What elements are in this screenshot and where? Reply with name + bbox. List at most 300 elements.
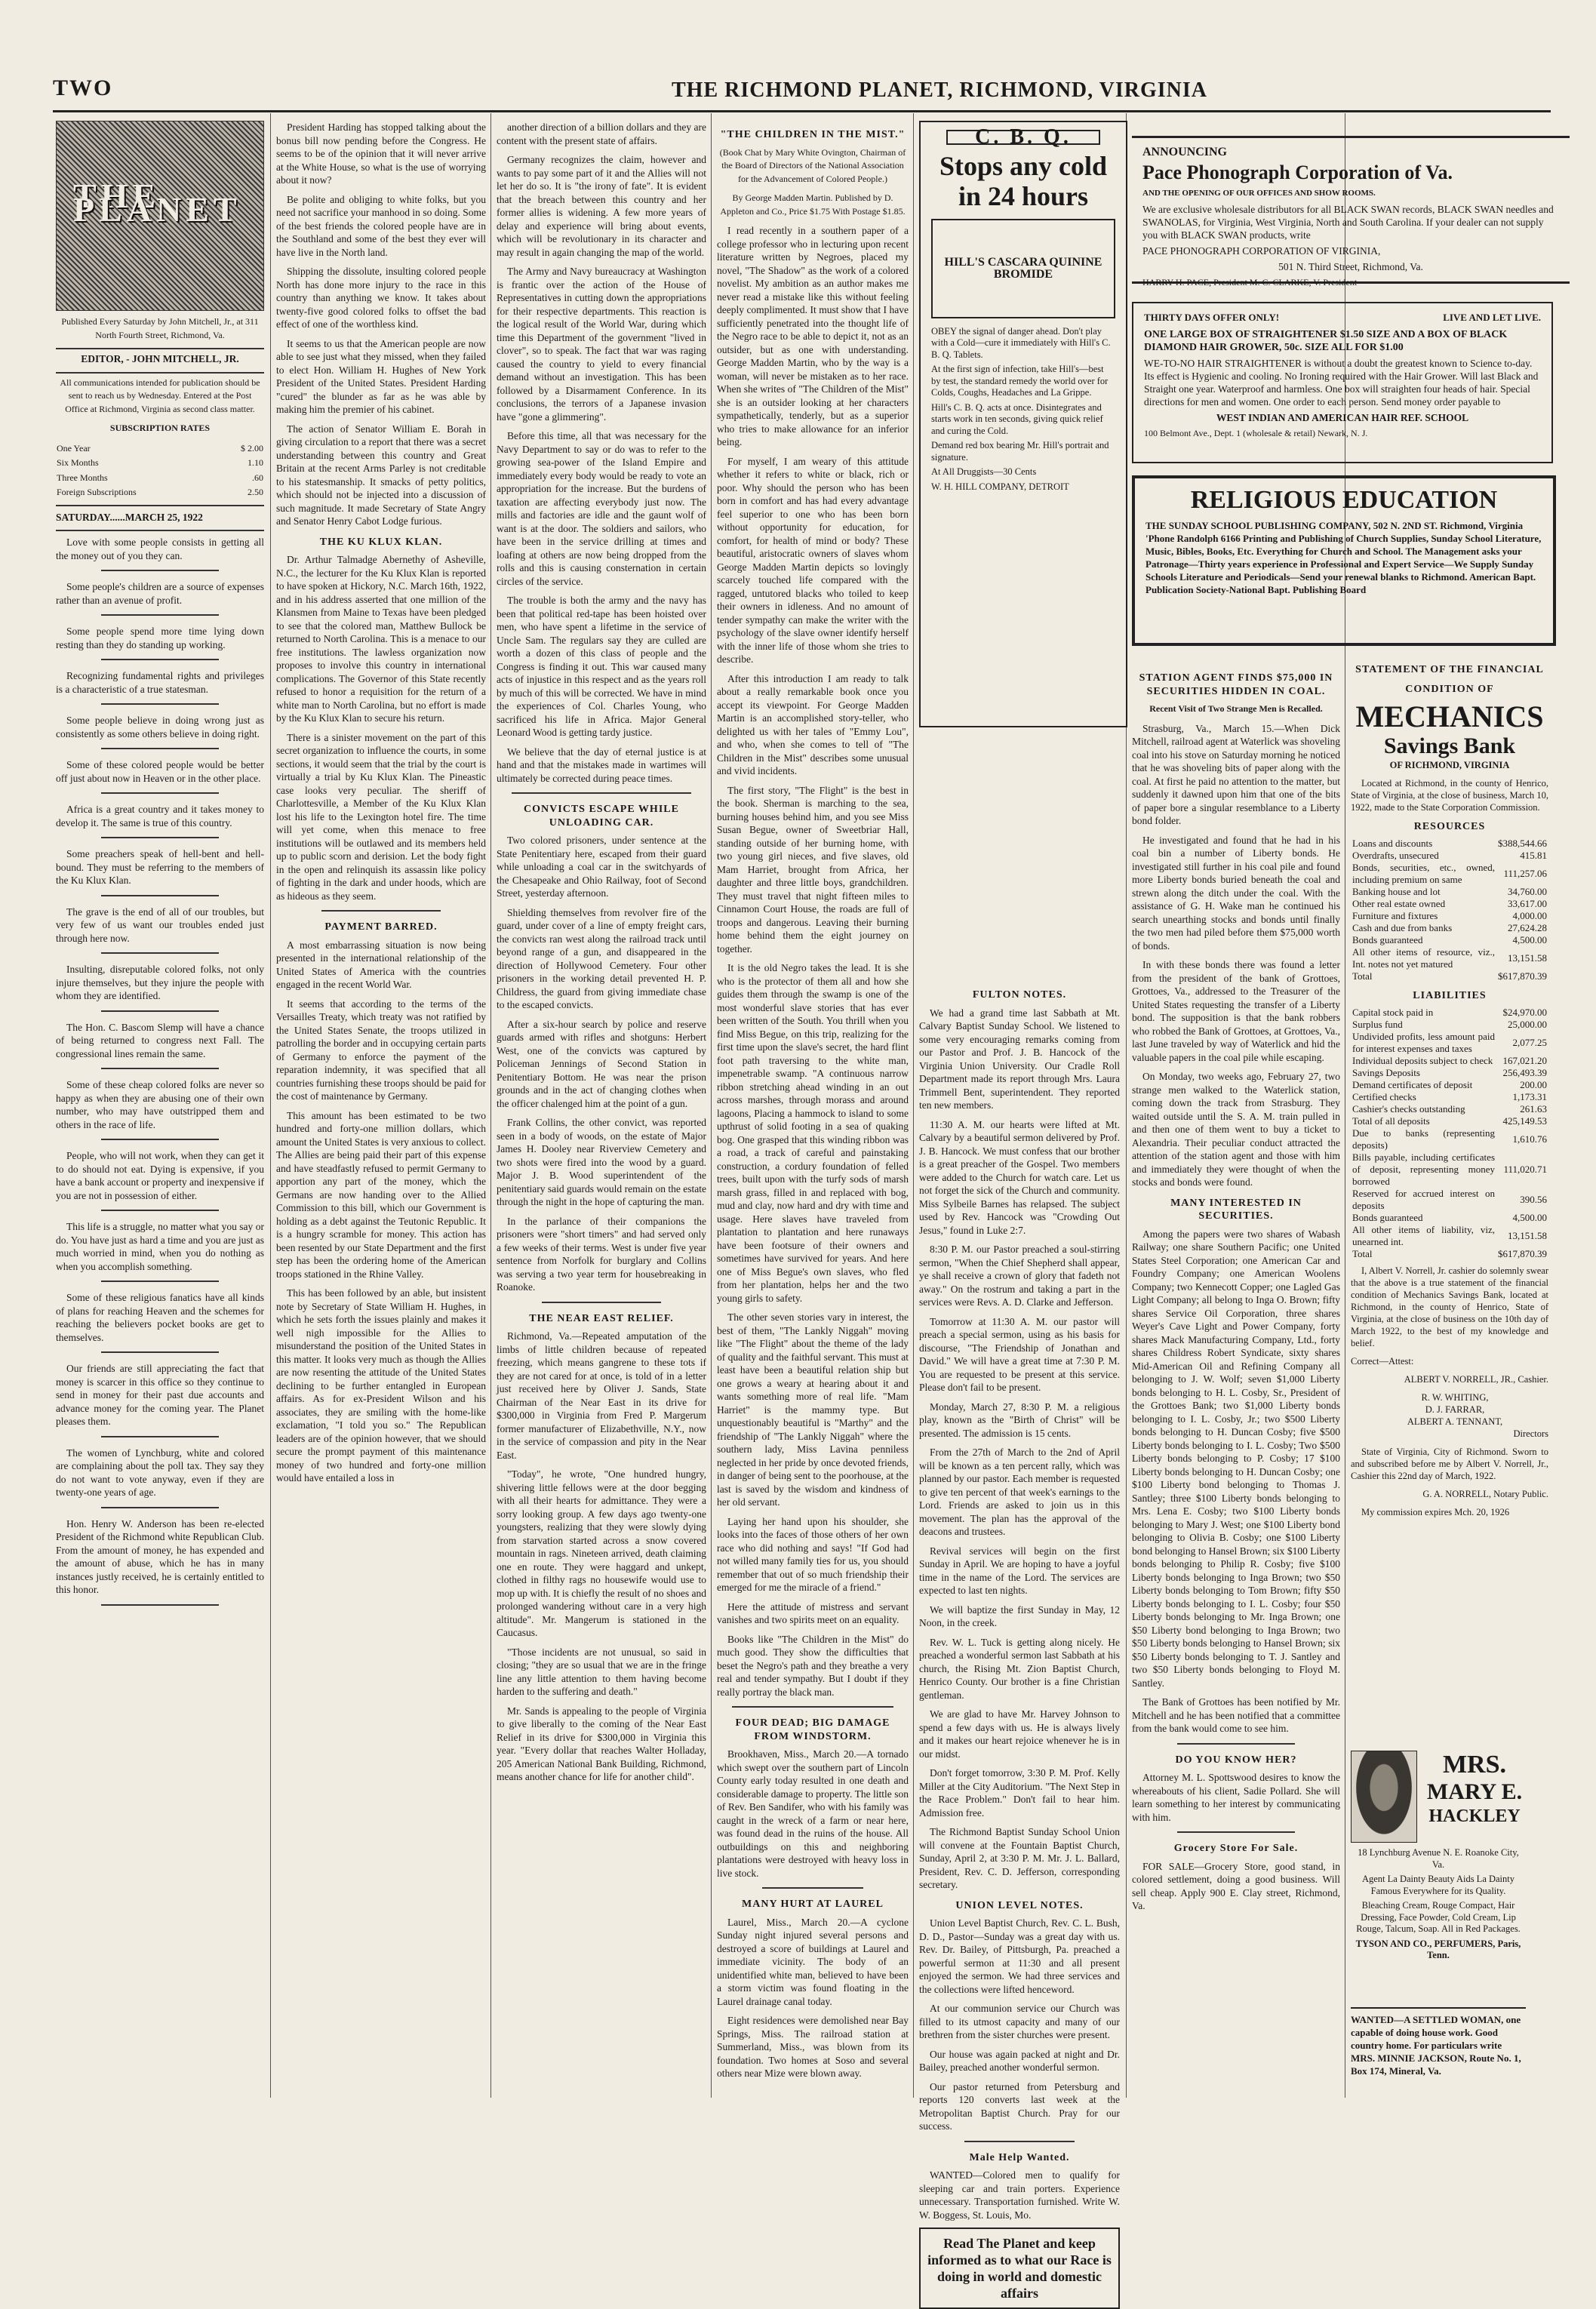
notary-name: G. A. NORRELL, Notary Public.	[1422, 1489, 1548, 1499]
statement-value: 27,624.28	[1508, 922, 1547, 933]
statement-row	[1351, 1212, 1548, 1224]
ad-name: MARY E.	[1426, 1779, 1523, 1804]
divider	[56, 505, 264, 506]
statement-row	[1351, 1151, 1548, 1188]
ad-product-box	[931, 219, 1115, 318]
statement-item: All other items of liability, viz, unearned int.	[1352, 1224, 1495, 1247]
divider	[1177, 1831, 1295, 1833]
editorial-paragraph: Some preachers speak of hell-bent and hell-bound. They must be referring to the members of the Ku Klux Klan.	[56, 848, 264, 886]
divider	[101, 1210, 219, 1211]
statement-item: Savings Deposits	[1352, 1067, 1420, 1078]
paragraph: The other seven stories vary in interest, the best of them, "The Lankly Niggah" moving like "The Flight" about the theme of the lady of quality and the faithful servant. This must at least have been a beautiful relation ship but one grows a weary at hearing about it and wants something more of real life. "Mam Harriet" is the mammy type. But unquestionably beautiful is "Marthy" and the friendship of "The Lankly Niggah" where the southern lady, Miss Lavina penniless neglected in her pride by once devoted friends, in danger of being sent to the poorhouse, at the last is saved by the wisdom and kindness of her old servant.	[717, 1311, 909, 1508]
statement-value: 200.00	[1520, 1079, 1547, 1090]
article-subhead: Recent Visit of Two Strange Men is Recalled.	[1149, 703, 1323, 714]
divider	[56, 348, 264, 349]
ad-name: HACKLEY	[1428, 1806, 1521, 1826]
statement-value: $617,870.39	[1498, 1248, 1547, 1259]
paragraph: Laying her hand upon his shoulder, she looks into the faces of those others of her own race who did nothing and says! "If God had not willed many family ties for us, you should remember that out of so much friendship their emerged for me the miracle of a friend."	[717, 1515, 909, 1593]
paragraph: OBEY the signal of danger ahead. Don't play with a Cold—cure it immediately with Hill's C. B. Q. Tablets.	[931, 325, 1111, 360]
statement-item: Cash and due from banks	[1352, 922, 1453, 933]
religious-education-ad	[1132, 475, 1556, 646]
article-headline: UNION LEVEL NOTES.	[955, 1899, 1084, 1911]
statement-row	[1351, 1188, 1548, 1212]
issue-date: SATURDAY......MARCH 25, 1922	[56, 511, 203, 523]
ad-address: 18 Lynchburg Avenue N. E. Roanoke City, Va.	[1358, 1847, 1519, 1870]
article-headline: FOUR DEAD; BIG DAMAGE FROM WINDSTORM.	[735, 1717, 890, 1742]
logo-text: THE PLANET	[73, 177, 241, 229]
divider	[964, 2141, 1075, 2142]
statement-value: 167,021.20	[1502, 1055, 1547, 1066]
paragraph: It is the old Negro takes the lead. It is she who is the protector of them all and how she guides them through the swamp is one of the most wonderful slave stories that has ever been written of the South. You thrill when you find Miss Begue, on this trip, realizing for the first time upon the slave's secret, the hard flint foot path traversing to the white man, impenetrable swamp. "A continuous narrow ribbon stretching ahead winding in an out across marshes, through morass and around lagoons, Placing a hammock to island to some upthrust of solid footing in a sea of quaking bog. One grasped that this winding ribbon was a road, a track of careful and painstaking construction, a cordury foundation of felled trees, built upon with the turfy sods of marsh marsh grass, filled in and replaced with bog, mud and clay, now hard and dry with time and usage. Here slaves have traveled from plantation to plantation and here runaways have been footsure of their owners and sometimes have survived for years. And here one of Miss Begue's own slaves, who fled from her plantation, helps her and the two young girls to safety.	[717, 962, 909, 1304]
ad-headline: Stops any cold in 24 hours	[939, 150, 1108, 211]
paragraph: Shipping the dissolute, insulting colored people North has done more injury to the race in this country than anything we know. It takes about twenty-five good colored folks to offset the bad effect of one of the worthless kind.	[276, 266, 486, 330]
statement-row	[1351, 910, 1548, 922]
editorial-paragraph: Some of these cheap colored folks are never so happy as when they are abusing one of their own number, who may have outstripped them and others in the race of life.	[56, 1079, 264, 1130]
statement-item: Surplus fund	[1352, 1019, 1403, 1030]
commission-expiry: My commission expires Mch. 20, 1926	[1361, 1507, 1510, 1517]
masthead-logo	[56, 121, 264, 311]
column-5	[919, 981, 1120, 2301]
column-3	[497, 121, 706, 2098]
statement-item: Capital stock paid in	[1352, 1007, 1434, 1018]
notary-statement: State of Virginia, City of Richmond. Sworn to and subscribed before me by Albert V. Norrell, Jr., Cashier this 22nd day of March, 1922.	[1351, 1447, 1548, 1481]
editorial-paragraph: People, who will not work, when they can get it to do should not eat. Dying is expensive, if you have a bank account or property and inexpensive if you are not in possession of either.	[56, 1150, 264, 1201]
editorial-paragraphs	[276, 121, 486, 528]
newspaper-title: THE RICHMOND PLANET, RICHMOND, VIRGINIA	[672, 78, 1208, 102]
paragraph: In with these bonds there was found a letter from the president of the bank of Grottoes, Grottoes, Va., addressed to the Treasurer of the United States requesting the transfer of a Liberty bond. The supposition is that the bank robbers who robbed the Bank of Grottoes, at Grottoes, Va., last June traveled by way of Waterlick and hid the valuable papers in the coal pile while escaping.	[1132, 959, 1340, 1063]
article-body	[919, 1007, 1120, 1892]
paragraph: After this introduction I am ready to talk about a really remarkable book once you accept its viewpoint. For George Madden Martin is an accomplished story-teller, who delighted us with her tales of "Emmy Lou", and who, when she comes to tell of "The Children in the Mist" describes some unusual and vivid incidents.	[717, 672, 909, 776]
divider	[542, 1302, 661, 1303]
statement-value: 425,149.53	[1502, 1115, 1547, 1127]
statement-item: Bonds guaranteed	[1352, 1212, 1423, 1223]
statement-value: 4,000.00	[1512, 910, 1547, 921]
paragraph: It seems to us that the American people are now able to see just what they missed, when they failed to elect Hon. William H. Hughes of New York President of the United States. President Harding "cured" the blunder as far as he was able by making him the premier of his cabinet.	[276, 337, 486, 415]
statement-item: Demand certificates of deposit	[1352, 1079, 1473, 1090]
statement-row	[1351, 922, 1548, 934]
article-body	[1132, 1771, 1340, 1824]
article-headline: STATION AGENT FINDS $75,000 IN SECURITIES HIDDEN IN COAL.	[1139, 672, 1333, 697]
statement-item: Total	[1352, 970, 1373, 982]
paragraph: WANTED—Colored men to qualify for sleeping car and train porters. Experience unnecessary. Transportation furnished. Write W. W. Boggess, St. Louis, Mo.	[919, 2169, 1120, 2221]
portrait-photo	[1351, 1751, 1417, 1843]
paragraph: The Bank of Grottoes has been notified by Mr. Mitchell and he has been notified that a committee from the bank would come to see him.	[1132, 1696, 1340, 1734]
paragraph: Before this time, all that was necessary for the Navy Department to say or do was to refer to the growing sea-power of the Island Empire and immediately every body would be ready to vote an appropriation for the increase. But the burdens of taxation are affecting everybody just now. The mills and factories are idle and the gaunt wolf of want is at the door. The soldiers and sailors, who have been in the service drilling at times and loafing at others are now being dropped from the rolls and this is causing consternation in certain circles of the service.	[497, 430, 706, 587]
article-body	[1132, 1860, 1340, 1913]
director-name: R. W. WHITING,	[1421, 1392, 1489, 1403]
statement-value: $24,970.00	[1502, 1007, 1547, 1018]
paragraph: "Those incidents are not unusual, so said in closing; "they are so usual that we are in the fringe line any little attention to them having become harden to the suffering and death."	[497, 1646, 706, 1697]
statement-value: 2,077.25	[1512, 1037, 1547, 1048]
divider	[101, 1010, 219, 1012]
paragraph: At All Druggists—30 Cents	[931, 466, 1037, 477]
column-6	[1132, 664, 1340, 2098]
article-body	[919, 2169, 1120, 2221]
article-headline: THE NEAR EAST RELIEF.	[529, 1312, 674, 1324]
statement-value: 390.56	[1520, 1194, 1547, 1205]
paragraph: We are glad to have Mr. Harvey Johnson to spend a few days with us. He is always lively and it makes our heart rejoice whenever he is in our midst.	[919, 1708, 1120, 1760]
statement-headline: STATEMENT OF THE FINANCIAL	[1355, 664, 1544, 675]
divider	[56, 530, 264, 531]
paragraph: Frank Collins, the other convict, was reported seen in a body of woods, on the estate of Major James H. Dooley near Riverview Cemetery and two shots were fired into the wood by a guard. Major J. B. Wood superintendent of the penitentiary said guards would remain on the estate through the night in the hope of capturing the man.	[497, 1117, 706, 1207]
statement-row	[1351, 1224, 1548, 1248]
paragraph: Among the papers were two shares of Wabash Railway; one share Southern Pacific; one United States Steel Corporation; one American Car and Foundry Company; one American Woolens Company; two Kennecott Copper; one Lagled Gas Light Company; all belong to Inga O. Brown; fifty shares Service Oil Corporation, three shares Weyer's Cave Light and Power Company, forty shares Mack Manufacturing Company, Ltd., forty shares Childress Robert Syndicate, sixty shares Mid-American Oil and Refining Company all belonging to J. W. Wolf; seven $1,000 Liberty bonds belonging to H. L. Cosby, Sr., President of the Grottoes Bank; two $1,000 Liberty bonds belonging to I. L. Cosby, Jr.; two $500 Liberty bonds belonging to H. Duncan Cosby; five $500 Liberty bonds belonging to I. L. Cosby; Two $500 Liberty bonds belonging to P. Cosby; 17 $100 Liberty bonds belonging to H. Duncan Cosby; one $100 Liberty bond belonging to Thomas J. Santley; three $100 Liberty bonds belonging to Mrs. Lena E. Cosby; two $100 Liberty bonds belonging to Mary J. West; one $100 Liberty bond belonging to Olivia B. Cosby; one $100 Liberty bond belonging to Hansel Brown; six $100 Liberty bonds belonging to Philip R. Cosby; five $100 Liberty bonds belonging to Inga Brown; two $50 Liberty bonds belonging to Tom Brown; fifty $50 Liberty bonds belonging to I. L. Cosby; four $50 Liberty bonds belonging to Mr. Inga Brown; one $50 Liberty bond belonging to Inga Brown; two $50 Liberty bonds belonging to Hansel Brown; six $50 Liberty bonds belonging to T. J. Santley and two $50 Liberty bonds belonging to Floyd M. Santley.	[1132, 1228, 1340, 1689]
divider	[732, 1706, 893, 1708]
statement-row	[1351, 1127, 1548, 1151]
article-byline: (Book Chat by Mary White Ovington, Chairman of the Board of Directors of the National Association for the Advancement of Colored People.)	[719, 146, 906, 184]
director-name: ALBERT A. TENNANT,	[1407, 1416, 1503, 1427]
paragraph: Germany recognizes the claim, however and wants to pay some part of it and the Allies will not let her do so. It is "the irony of fate". It is evident that the breach between this country and her former allies is widening. A few more years of delay and experience will bring about events, which will be revolutionary in its character and may result in again changing the map of the world.	[497, 154, 706, 258]
statement-item: Individual deposits subject to check	[1352, 1055, 1493, 1066]
paragraph: Richmond, Va.—Repeated amputation of the limbs of little children because of repeated freezing, which means gangrene to these tots if they are not cared for at once, is told of in a letter just received here by Oliver J. Sands, State Chairman of the Near East in its drive for $300,000 in Virginia from Fred P. Margerum former manufacturer of Elizabethville, N.Y., now in the service of compassion and pity in the Near East.	[497, 1330, 706, 1461]
statement-row	[1351, 838, 1548, 850]
subscription-title: SUBSCRIPTION RATES	[109, 423, 211, 433]
column-divider	[913, 113, 914, 2098]
statement-value: 261.63	[1520, 1103, 1547, 1115]
ad-officers: HARRY H. PACE, President M. C. CLARKE, V. President	[1142, 277, 1358, 287]
editor-line: EDITOR, - JOHN MITCHELL, JR.	[81, 353, 239, 364]
statement-row	[1351, 1019, 1548, 1031]
article-body	[1132, 1228, 1340, 1736]
statement-value: 13,151.58	[1508, 952, 1547, 964]
article-headline: THE KU KLUX KLAN.	[319, 536, 443, 548]
divider	[101, 1507, 219, 1508]
divider	[762, 1887, 863, 1889]
statement-value: 256,493.39	[1502, 1067, 1547, 1078]
cbq-quinine-ad	[919, 121, 1127, 727]
statement-value: 34,760.00	[1508, 886, 1547, 897]
statement-row	[1351, 1103, 1548, 1115]
paragraph: Our house was again packed at night and Dr. Bailey, preached another wonderful sermon.	[919, 2048, 1120, 2073]
editorial-paragraph: Our friends are still appreciating the fact that money is scarcer in this office so they continue to send in money for their past due accounts and advance money for the coming year. The Planet pleases them.	[56, 1363, 264, 1427]
statement-item: Due to banks (representing deposits)	[1352, 1127, 1495, 1151]
statement-row	[1351, 1079, 1548, 1091]
column-1	[56, 121, 264, 2098]
liabilities-table	[1351, 1007, 1548, 1260]
statement-row	[1351, 898, 1548, 910]
divider	[101, 895, 219, 896]
paragraph: 8:30 P. M. our Pastor preached a soul-stirring sermon, "When the Chief Shepherd shall appear, ye shall receive a crown of glory that fadeth not away." On the rostrum and taking a part in the services were Revs. A. D. Clarke and Jefferson.	[919, 1244, 1120, 1308]
statement-row	[1351, 886, 1548, 898]
statement-item: Banking house and lot	[1352, 886, 1441, 897]
statement-row	[1351, 1067, 1548, 1079]
divider	[101, 703, 219, 705]
paragraph: It seems that according to the terms of the Versailles Treaty, which treaty was not ratified by the United States Senate, the troops utilized in patrolling the border and in occupying certain parts of Germany to enforce the payment of the reparation indemnity, it was specified that all countries furnishing these troops should be paid for the cost of maintenance by Germany.	[276, 998, 486, 1102]
paragraph: Tomorrow at 11:30 A. M. our pastor will preach a special sermon, using as his basis for discourse, "The Friendship of Jonathan and David." We will have a great time at 7:30 P. M. You are requested to be present at this service. Please don't fail to be present.	[919, 1315, 1120, 1393]
divider	[101, 748, 219, 749]
paragraph: "Today", he wrote, "One hundred hungry, shivering little fellows were at the door begging with all their hearts for admittance. They were a sorry looking group. A few days ago twenty-one youngsters, realizing that they were slowly dying from starvation started across a snow covered mountain in rags. Nineteen arrived, death claiming one en route. They were haggard and unkept, clothed in filthy rags no housewife would use to mop up with. It is chiefly the result of no shoes and prolonged wandering without care in a very high altitude". Mr. Mangerum is stationed in the Caucasus.	[497, 1468, 706, 1638]
paragraph: Strasburg, Va., March 15.—When Dick Mitchell, railroad agent at Waterlick was shoveling coal into his stove on Saturday morning he noticed that he was shoveling bits of paper along with the coal. At first he paid no attention to the matter, but suddenly it dawned upon him that one of the bits of paper bore a singular resemblance to a Liberty bond folder.	[1132, 722, 1340, 826]
article-headline: DO YOU KNOW HER?	[1175, 1754, 1297, 1766]
ad-slogan: LIVE AND LET LIVE.	[1443, 312, 1541, 323]
statement-row	[1351, 850, 1548, 862]
article-headline: MANY HURT AT LAUREL	[742, 1899, 884, 1910]
resources-heading: RESOURCES	[1413, 821, 1486, 832]
ad-subline: AND THE OPENING OF OUR OFFICES AND SHOW ROOMS.	[1142, 189, 1376, 198]
paragraph: Rev. W. L. Tuck is getting along nicely. He preached a wonderful sermon last Sabbath at his church, the Rising Mt. Zion Baptist Church, Henrico County. Our brother is a fine Christian gentleman.	[919, 1636, 1120, 1701]
classified-text: WANTED—A SETTLED WOMAN, one capable of doing house work. Good country home. For particulars write MRS. MINNIE JACKSON, Route No. 1, Box 174, Mineral, Va.	[1351, 2014, 1521, 2077]
divider	[101, 570, 219, 571]
paragraph: Eight residences were demolished near Bay Springs, Miss. The railroad station at Summerland, Miss., was blown from its foundation. Two homes at Soso and several others near Mize were blown away.	[717, 2015, 909, 2079]
editorial-paragraph: Some people believe in doing wrong just as consistently as some others believe in doing right.	[56, 715, 264, 739]
statement-value: 111,020.71	[1503, 1164, 1547, 1175]
statement-value: 1,173.31	[1512, 1091, 1547, 1102]
statement-item: Other real estate owned	[1352, 898, 1446, 909]
divider	[101, 659, 219, 660]
statement-value: 33,617.00	[1508, 898, 1547, 909]
article-body	[497, 1330, 706, 1784]
statement-item: Undivided profits, less amount paid for interest expenses and taxes	[1352, 1031, 1495, 1054]
divider	[101, 837, 219, 838]
article-body	[497, 121, 706, 785]
column-divider	[711, 113, 712, 2098]
statement-item: Bonds guaranteed	[1352, 934, 1423, 945]
paragraph: Union Level Baptist Church, Rev. C. L. Bush, D. D., Pastor—Sunday was a great day with us. Rev. Dr. Bailey, of Pittsburgh, Pa. preached a powerful sermon at 11:30 and all present enjoyed the sermon. We had three services and the collections were lifted henceword.	[919, 1917, 1120, 1995]
article-body	[919, 1917, 1120, 2133]
paragraph: Two colored prisoners, under sentence at the State Penitentiary here, escaped from their guard while unloading a coal car in the switchyards of the Chesapeake and Ohio Railway, foot of Second Street, yesterday afternoon.	[497, 835, 706, 899]
ad-address: 501 N. Third Street, Richmond, Va.	[1278, 261, 1423, 272]
paragraph: In the parlance of their companions the prisoners were "short timers" and had served only a few weeks of their terms. West is under five year sentence from Norfolk for burglary and Collins was serving a two year term for housebreaking in Roanoke.	[497, 1215, 706, 1293]
statement-item: Total	[1352, 1248, 1373, 1259]
statement-value: 25,000.00	[1508, 1019, 1547, 1030]
paragraph: 11:30 A. M. our hearts were lifted at Mt. Calvary by a beautiful sermon delivered by Prof. J. B. Hancock. We must confess that our brother is a great preacher of the Gospel. Two members were added to the Church for watch care. Let us not forget the sick of the Church and community. Miss Sylbeile Barnes has relapsed. The subject used by Rev. Hancock was "Crowding Out Jesus," found in Luke 2:7.	[919, 1118, 1120, 1236]
paragraph: Don't forget tomorrow, 3:30 P. M. Prof. Kelly Miller at the City Auditorium. "The Next Step in the Race Problem." Don't fail to hear him. Admission free.	[919, 1767, 1120, 1819]
paragraph: At our communion service our Church was filled to its utmost capacity and many of our brethren from the sister churches were present.	[919, 2003, 1120, 2040]
ad-body: WE-TO-NO HAIR STRAIGHTENER is without a doubt the greatest known to Science to-day. Its effect is Hygienic and cooling. No Ironing required with the Hair Grower. Will last Black and Straight one year. Waterproof and harmless. One box will straighten four heads of hair. Special directions for men and women. One order to each person. Send money order payable to	[1144, 358, 1539, 407]
liabilities-heading: LIABILITIES	[1413, 990, 1487, 1001]
ad-corp-name: PACE PHONOGRAPH CORPORATION OF VIRGINIA,	[1142, 245, 1381, 257]
editorial-paragraph: Africa is a great country and it takes money to develop it. The same is true of this country.	[56, 804, 264, 829]
statement-row	[1351, 1007, 1548, 1019]
editorial-paragraph: This life is a struggle, no matter what you say or do. You have just as hard a time and you are just as much worried in mind, when you do nothing as when you accomplish something.	[56, 1221, 264, 1272]
editorial-paragraph: Recognizing fundamental rights and privileges is a characteristic of a true statesman.	[56, 670, 264, 695]
read-the-planet-box: Read The Planet and keep informed as to what our Race is doing in world and domestic affairs	[919, 2228, 1120, 2309]
paragraph: Demand red box bearing Mr. Hill's portrait and signature.	[931, 440, 1109, 463]
article-body	[717, 1916, 909, 2080]
statement-value: $388,544.66	[1498, 838, 1547, 849]
bank-statement	[1351, 664, 1548, 1517]
paragraph: At the first sign of infection, take Hill's—best by test, the standard remedy the world over for Colds, Coughs, Headaches and La Grippe.	[931, 364, 1109, 398]
statement-value: 1,610.76	[1512, 1133, 1547, 1145]
divider	[321, 910, 441, 912]
statement-row	[1351, 1055, 1548, 1067]
paragraph: W. H. HILL COMPANY, DETROIT	[931, 481, 1069, 492]
divider	[101, 614, 219, 616]
editorial-paragraph: Some people spend more time lying down resting than they do standing up working.	[56, 626, 264, 650]
ad-name: MRS.	[1442, 1751, 1507, 1779]
divider	[101, 952, 219, 954]
article-body	[717, 1748, 909, 1880]
article-body	[276, 553, 486, 902]
page-number: TWO	[53, 75, 113, 100]
paragraph: Mr. Sands is appealing to the people of Virginia to give liberally to the coming of the Near East Relief in its drive for $300,000 in Virginia this year. "Every dollar that reaches Walter Holladay, 205 American National Bank Building, Richmond, means another chance for life for another child".	[497, 1705, 706, 1782]
statement-item: Overdrafts, unsecured	[1352, 850, 1439, 861]
page-header	[53, 72, 1551, 112]
ad-address: 100 Belmont Ave., Dept. 1 (wholesale & retail) Newark, N. J.	[1144, 428, 1368, 438]
editorial-paragraph: Hon. Henry W. Anderson has been re-elected President of the Richmond white Republican Club. From the amount of money, he has expended and the amount of abuse, which he has in many instances justly received, he is certainly entitled to this honor.	[56, 1517, 264, 1595]
column-2	[276, 121, 486, 2098]
paragraph: I read recently in a southern paper of a college professor who in lecturing upon recent literature written by Negroes, placed my novel, "The Shadow" as the work of a colored novelist. My ambition as an author makes me never read a mistake like this without feeling deeply complimented. It must show that I have sufficiently penetrated into the thought life of the Negro race to be able to depict it, not as an outsider, but as one with understanding. George Madden Martin, who by the way is a woman, will never be mistaken as to her race. When she writes of "The Children of the Mist" she is an outsider looking at her characters sympathetically, tenderly, but as a superior who tries to make allowance for an inferior being.	[717, 225, 909, 447]
paragraph: Hill's C. B. Q. acts at once. Disintegrates and starts work in ten seconds, giving quick relief and curing the Cold.	[931, 401, 1103, 436]
ad-announcing: ANNOUNCING	[1142, 146, 1227, 158]
resources-table	[1351, 838, 1548, 982]
paragraph: For myself, I am weary of this attitude whether it refers to white or black, rich or poor. Why should the person who has been born in comfort and has had every advantage feel superior to one who has been born without opportunity for education, for comfort, for health of mind or body? These beautiful, aristocratic owners of slaves whom George Madden Martin depicts so lovingly scarcely touched life compared with the ragged, untutored blacks who toiled to keep their owners in idleness. And no amount of tender sympathy can make the writer with the psychology of the slave owner identify herself with the inner life of those whom she tries to describe.	[717, 455, 909, 665]
divider	[101, 1436, 219, 1437]
ad-company-name: Pace Phonograph Corporation of Va.	[1142, 161, 1453, 183]
wanted-settled-woman	[1351, 2007, 1526, 2083]
statement-headline: CONDITION OF	[1405, 684, 1494, 695]
pace-phonograph-ad	[1132, 136, 1570, 287]
divider	[101, 1139, 219, 1140]
article-headline: MANY INTERESTED IN SECURITIES.	[1170, 1197, 1302, 1222]
cashier-name: ALBERT V. NORRELL, JR., Cashier.	[1404, 1374, 1548, 1385]
paragraph: Attorney M. L. Spottswood desires to know the whereabouts of his client, Sadie Pollard. She will learn something to her interest by communicating with him.	[1132, 1772, 1340, 1823]
paragraph: The action of Senator William E. Borah in giving circulation to a report that there was a secret understanding between this country and Great Britain at the recent Arms Parley is not creditable to his statesmanship. It smacks of petty politics, which should not be injected into a discussion of such magnitude. It made Secretary of State Angry and Senator Henry Cabot Lodge furious.	[276, 423, 486, 527]
subscription-rates: One Year $ 2.00 Six Months 1.10 Three Months .60 Foreign Subscriptions 2.50	[57, 442, 263, 497]
ad-agent-line: Agent La Dainty Beauty Aids La Dainty Famous Everywhere for its Quality.	[1361, 1874, 1515, 1896]
statement-item: Reserved for accrued interest on deposits	[1352, 1188, 1495, 1211]
paragraph: The Richmond Baptist Sunday School Union will convene at the Fountain Baptist Church, Sunday, April 2, at 3:30 P. M. Mr. J. L. Ballard, President, Rev. C. D. Jefferson, corresponding secretary.	[919, 1826, 1120, 1890]
paragraph: We had a grand time last Sabbath at Mt. Calvary Baptist Sunday School. We listened to some very encouraging remarks coming from our Pastor and Prof. J. B. Hancock of the Virginia Union University. Our Cradle Roll Department made its report through Mrs. Laura Trimmell Bent, superintendent. They reported ten new members.	[919, 1007, 1120, 1111]
statement-item: Certified checks	[1352, 1091, 1416, 1102]
book-publication: By George Madden Martin. Published by D. Appleton and Co., Price $1.75 With Postage $1.85.	[720, 192, 906, 217]
statement-item: Furniture and fixtures	[1352, 910, 1438, 921]
article-headline: PAYMENT BARRED.	[324, 921, 438, 933]
statement-value: 4,500.00	[1512, 1212, 1547, 1223]
article-body	[497, 834, 706, 1294]
statement-value: 111,257.06	[1503, 868, 1547, 879]
statement-row	[1351, 1031, 1548, 1055]
article-body	[276, 939, 486, 1485]
ad-products: Bleaching Cream, Rouge Compact, Hair Dressing, Face Powder, Cold Cream, Lip Rouge, Talcum, Soap. All in Red Packages.	[1356, 1900, 1521, 1934]
divider	[56, 372, 264, 374]
divider	[101, 792, 219, 794]
statement-item: Cashier's checks outstanding	[1352, 1103, 1465, 1115]
article-headline: Male Help Wanted.	[969, 2151, 1070, 2163]
editorial-paragraph: Insulting, disreputable colored folks, not only injure themselves, but they injure the people with whom they are identified.	[56, 964, 264, 1001]
statement-value: 415.81	[1520, 850, 1547, 861]
bank-name: MECHANICS	[1355, 699, 1544, 733]
divider	[101, 1351, 219, 1353]
statement-item: Loans and discounts	[1352, 838, 1433, 849]
statement-row	[1351, 934, 1548, 946]
attest-label: Correct—Attest:	[1351, 1356, 1414, 1367]
editorial-paragraph: Some of these religious fanatics have all kinds of plans for reaching Heaven and the schemes for reaching the believers pocket books are get to themselves.	[56, 1292, 264, 1343]
paragraph: Dr. Arthur Talmadge Abernethy of Asheville, N.C., the lecturer for the Ku Klux Klan is reported to have spoken at Hickory, N.C. March 16th, 1922, and in his address asserted that one million of the Klansmen from Maine to Texas have been pledged to see that the colored man, Matthew Bullock be returned to North Carolina. This is a menace to our free institutions. The lawless organization now proposes to involve this country in international complications. The Governor of this State recently refused to honor a requisition for the return of a white man to North Carolina, but no effort is made by the Ku Klux Klan to secure his return.	[276, 554, 486, 724]
hair-straightener-ad	[1132, 302, 1553, 463]
paragraph: We believe that the day of eternal justice is at hand and that the mistakes made in wartimes will ultimately be corrected during peace times.	[497, 746, 706, 784]
editorial-paragraphs	[56, 536, 264, 1606]
notice: All communications intended for publication should be sent to reach us by Wednesday. Entered at the Post Office at Richmond, Virginia as second class matter.	[60, 377, 260, 414]
statement-row	[1351, 970, 1548, 982]
column-divider	[490, 113, 491, 2098]
editorial-paragraph: Love with some people consists in getting all the money out of you they can.	[56, 537, 264, 561]
statement-item: Bonds, securities, etc., owned, including premium on same	[1352, 862, 1495, 885]
paragraph: FOR SALE—Grocery Store, good stand, in colored settlement, doing a good business. Will sell cheap. Apply 900 E. Clay street, Richmond, Va.	[1132, 1860, 1340, 1911]
paragraph: The trouble is both the army and the navy has been that political red-tape has been hoisted over men, who have spent a lifetime in the service of Uncle Sam. The regulars say they are culled are worth a dozen of this class of people and the Congress is finding it out. This war caused many acts of injustice in this respect and as the years roll by much of this will be corrected. We have in mind the experiences of Col. Charles Young, who sacrificed his life in Africa. Major General Leonard Wood is getting tardy justice.	[497, 595, 706, 738]
statement-value: $617,870.39	[1498, 970, 1547, 982]
paragraph: A most embarrassing situation is now being presented in the international relationship of the United States of America with the countries engaged in the recent World War.	[276, 939, 486, 990]
article-headline: "THE CHILDREN IN THE MIST."	[720, 129, 906, 140]
paragraph: Here the attitude of mistress and servant vanishes and two spirits meet on an equality.	[717, 1600, 909, 1625]
statement-item: Total of all deposits	[1352, 1115, 1430, 1127]
column-divider	[270, 113, 271, 2098]
paragraph: Shielding themselves from revolver fire of the guard, under cover of a line of empty freight cars, the convicts ran west along the railroad track until beyond range of a gun, and disappeared in the direction of Hollywood Cemetery. Four other prisoners in the working detail prevented H. P. Childress, the guard from giving immediate chase to the escaped convicts.	[497, 906, 706, 1010]
article-headline: CONVICTS ESCAPE WHILE UNLOADING CAR.	[524, 804, 679, 829]
bank-name-2: Savings Bank	[1383, 733, 1516, 758]
article-headline: Grocery Store For Sale.	[1173, 1843, 1299, 1854]
editorial-paragraph: The Hon. C. Bascom Slemp will have a chance of being returned to congress next Fall. The congressional lines remain the same.	[56, 1021, 264, 1059]
ad-maker: TYSON AND CO., PERFUMERS, Paris, Tenn.	[1355, 1938, 1521, 1960]
editorial-paragraph: Some people's children are a source of expenses rather than an avenue of profit.	[56, 581, 264, 606]
paragraph: This has been followed by an able, but insistent note by Secretary of State William H. Hughes, in which he sets forth the issues plainly and makes it well nigh impossible for the Allies to misunderstand the position of the United States in this matter. It looks very much as though the Allies are now resenting the attitude of the United States declining to be further entangled in European affairs. As for ex-President Wilson and his associates, they are smiling with the home-like exclamation, "I told you so." The Republican leaders are of the opinion however, that we should secure the prompt payment of this maintenance money of two hundred and forty-one million would have entailed a loss in	[276, 1287, 486, 1483]
ad-offer: ONE LARGE BOX OF STRAIGHTENER $1.50 SIZE AND A BOX OF BLACK DIAMOND HAIR GROWER, 50c. SIZE ALL FOR $1.00	[1144, 329, 1508, 353]
paragraph: From the 27th of March to the 2nd of April will be known as a ten percent rally, which was planned by our pastor. Each member is requested to give ten percent of that week's earnings to the Lord. Friends are asked to join us in this movement. The plan has the approval of the deacons and trustees.	[919, 1447, 1120, 1537]
ad-body: THE SUNDAY SCHOOL PUBLISHING COMPANY, 502 N. 2ND ST. Richmond, Virginia 'Phone Randolph 6166 Printing and Publishing of Church Supplies, Sunday School Literature, Music, Bibles, Books, Etc. Everything for Church and School. The Management asks your Patronage—Thirty years experience in Professional and Expert Service—We Supply Sunday Schools Literature and Periodicals—Send your renewal blanks to Richmond. American Bapt. Publication Society-National Bapt. Publishing Board	[1145, 520, 1542, 595]
paragraph: We will baptize the first Sunday in May, 12 Noon, in the creek.	[919, 1603, 1120, 1628]
statement-item: Bills payable, including certificates of deposit, representing money borrowed	[1352, 1151, 1495, 1187]
paragraph: On Monday, two weeks ago, February 27, two strange men walked to the Waterlick station, coming down the track from Strasburg. They waited outside until the S. A. M. train pulled in and then one of them went to buy a ticket to Alexandria. Their peculiar conduct attracted the attention of the station agent and those with him and immediately they were thought of when the stocks and bonds were found.	[1132, 1071, 1340, 1188]
article-headline: FULTON NOTES.	[972, 989, 1067, 1001]
bank-city: OF RICHMOND, VIRGINIA	[1389, 760, 1510, 770]
statement-item: All other items of resource, viz., Int. notes not yet matured	[1352, 946, 1495, 970]
ad-product-name: HILL'S CASCARA QUININE BROMIDE	[944, 256, 1102, 281]
paragraph: Laurel, Miss., March 20.—A cyclone Sunday night injured several persons and destroyed a score of buildings at Laurel and immediate vicinity. The body of an unidentified white man, believed to have been a storm victim was found floating in the Laurel drainage canal today.	[717, 1916, 909, 2007]
paragraph: The first story, "The Flight" is the best in the book. Sherman is marching to the sea, burning houses behind him, and you see Miss Susan Begue, owner of Sweetbriar Hall, standing outside of her burning home, with two young girl nieces, and five slaves, old Mam Harriet, brought from Africa, her daughter and three little boys, grandchildren. They must travel that night fifteen miles to Cinnamon Court House, the roads are full of troops and dangerous. Leaving their burning home behind them the eight journey on together.	[717, 784, 909, 955]
column-4	[717, 121, 909, 2098]
publisher-line: Published Every Saturday by John Mitchell, Jr., at 311 North Fourth Street, Richmond, Va.	[61, 316, 259, 340]
article-body	[717, 224, 909, 1699]
divider	[101, 1281, 219, 1282]
ad-title: RELIGIOUS EDUCATION	[1190, 486, 1498, 514]
statement-value: 4,500.00	[1512, 934, 1547, 945]
statement-value: 13,151.58	[1508, 1230, 1547, 1241]
paragraph: The Army and Navy bureaucracy at Washington is frantic over the action of the House of Representatives in cutting down the appropriations for their respective departments. This reaction is the logical result of the World War, during which time this Department of the government "lived in clover", so to speak. The fact that war was raging caused the country to yield to every financial demand without an investigation. This has been followed by a Disarmament Conference. In its conclusions, the terrors of a Japanese invasion have "gone a glimmering".	[497, 266, 706, 423]
paragraph: He investigated and found that he had in his coal bin a number of Liberty bonds. He investigated still further in his coal pile and found more Liberty bonds buried beneath the coal and strewn along the ditch under the coal. With the assistance of G. H. Wake man he continued his search unearthing stocks and bonds until finally the two men had piled before them $75,000 worth of bonds.	[1132, 834, 1340, 952]
divider	[1177, 1743, 1295, 1745]
statement-row	[1351, 862, 1548, 886]
statement-row	[1351, 946, 1548, 970]
ad-brand: C. B. Q.	[946, 130, 1100, 145]
cashier-attestation: I, Albert V. Norrell, Jr. cashier do solemnly swear that the above is a true statement of the financial condition of Mechanics Savings Bank, located at Richmond, in the county of Henrico, State of Virginia, at the close of business on the 10th day of March 1922, to the best of my knowledge and belief.	[1351, 1265, 1548, 1348]
paragraph: President Harding has stopped talking about the bonus bill now pending before the Congress. He seems to be of the opinion that it will never arrive at the White House, so what is the use of worrying about it now?	[276, 121, 486, 186]
paragraph: After a six-hour search by police and reserve guards armed with rifles and shotguns: Herbert West, one of the convicts was captured by Policeman Jennings of Second Station in Penitentiary Bottom. He was near the prison grounds and in the act of changing clothes when the officer chalenged him at the point of a gun.	[497, 1018, 706, 1109]
statement-row	[1351, 1115, 1548, 1127]
paragraph: Our pastor returned from Petersburg and reports 120 converts last week at the Metropolitan Baptist Church. Pray for our success.	[919, 2080, 1120, 2132]
ad-copy	[931, 326, 1115, 493]
divider	[512, 792, 691, 794]
paragraph: This amount has been estimated to be two hundred and forty-one million dollars, which amount the United States is very anxious to collect. The Allies are being paid their part of this expense and have steadfastly refused to permit Germany to apportion any part of the money, which the Germans are now handing over to the Allied Commission to this bill, which our Government is holding as a debt against the Teutonic Republic. It is a hungry scramble for money. This action has been resented by our State Department and the first step has been the ordering home of the American troops stationed in the Rhine Valley.	[276, 1109, 486, 1280]
ad-body: We are exclusive wholesale distributors for all BLACK SWAN records, BLACK SWAN needles and SWANOLAS, for Virginia, West Virginia, North and South Carolina. If your dealer can not supply you with BLACK SWAN products, write	[1142, 204, 1554, 241]
editorial-paragraph: The women of Lynchburg, white and colored are complaining about the poll tax. They say they do not want to vote anyway, even if they are twenty-one years of age.	[56, 1447, 264, 1498]
editorial-paragraph: Some of these colored people would be better off just about now in Heaven or in the other place.	[56, 759, 264, 784]
paragraph: Revival services will begin on the first Sunday in April. We are hoping to have a joyful time in the name of the Lord. The services are expected to last ten nights.	[919, 1545, 1120, 1596]
editorial-paragraph: The grave is the end of all of our troubles, but very few of us want our troubles ended just through here now.	[56, 905, 264, 944]
paragraph: Monday, March 27, 8:30 P. M. a religious play, known as the "Birth of Christ" will be presented. The admission is 15 cents.	[919, 1400, 1120, 1439]
paragraph: another direction of a billion dollars and they are content with the present state of affairs.	[497, 121, 706, 146]
divider	[101, 1068, 219, 1069]
paragraph: Books like "The Children in the Mist" do much good. They show the difficulties that beset the Negro's path and they breathe a very real and tender sympathy. But I doubt if they really portray the black man.	[717, 1633, 909, 1698]
ad-school-name: WEST INDIAN AND AMERICAN HAIR REF. SCHOOL	[1216, 412, 1469, 423]
paragraph: There is a sinister movement on the part of this secret organization to influence the courts, in some sections, it would seem that the trial by the court is virtually a trial by Ku Klux Klan. The Pineastic case looks very peculiar. The sheriff of Charlottesville, a Member of the Ku Klux Klan lost his life to the Lexington hotel fire. The time will yet come, when this menace to free institutions will be outlawed and its members held up to public scorn and derision. Let the body fight in the open and relinquish its assassin like policy of fighting in the dark and under hoods, which are as hideous as they seem.	[276, 731, 486, 902]
director-name: D. J. FARRAR,	[1425, 1404, 1485, 1415]
ad-offer-label: THIRTY DAYS OFFER ONLY!	[1144, 312, 1280, 323]
statement-row	[1351, 1091, 1548, 1103]
article-body	[1132, 722, 1340, 1189]
paragraph: Brookhaven, Miss., March 20.—A tornado which swept over the southern part of Lincoln County early today resulted in one death and considerable damage to property. The little son of Rev. Ben Sandifer, who with his family was caught in the wreck of a farm or near here, was found dead in the ruins of the house. All outbuildings on this and neighboring plantations were destroyed with heavy loss in live stock.	[717, 1748, 909, 1879]
directors-label: Directors	[1513, 1428, 1548, 1439]
bank-location: Located at Richmond, in the county of Henrico, State of Virginia, at the close of business, March 10, 1922, made to the State Corporation Commission.	[1351, 778, 1548, 813]
